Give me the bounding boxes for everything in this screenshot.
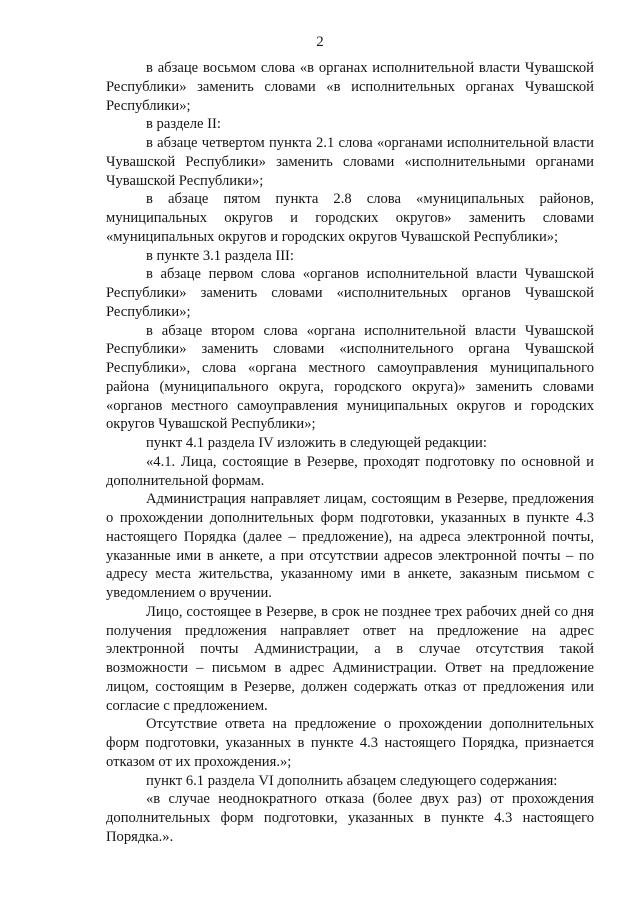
paragraph: в абзаце втором слова «органа исполнительной власти Чувашской Республики» заменить словами «исполнительного органа Чувашской Республики», слова «органа местного самоуправления муниципального района (муниципального округа, городского округа)» заменить словами «органов местного самоуправления муниципальных округов и городских округов Чувашской Республики»; xyxy=(106,322,594,433)
paragraph: в абзаце первом слова «органов исполнительной власти Чувашской Республики» заменить словами «исполнительных органов Чувашской Республики»; xyxy=(106,266,594,320)
paragraph: Администрация направляет лицам, состоящим в Резерве, предложения о прохождении дополнительных форм подготовки, указанных в пункте 4.3 настоящего Порядка (далее – предложение), на адреса электронной почты, указанные ими в анкете, а при отсутствии адресов электронной почты – по адресу места жительства, указанному ими в анкете, заказным письмом с уведомлением о вручении. xyxy=(106,491,594,601)
paragraph: пункт 4.1 раздела IV изложить в следующей редакции: xyxy=(146,435,487,451)
paragraph: в абзаце четвертом пункта 2.1 слова «органами исполнительной власти Чувашской Республики» заменить словами «исполнительными органами Чувашской Республики»; xyxy=(106,135,594,189)
document-body xyxy=(106,59,594,847)
paragraph: пункт 6.1 раздела VI дополнить абзацем следующего содержания: xyxy=(146,772,558,789)
paragraph: в абзаце пятом пункта 2.8 слова «муниципальных районов, муниципальных округов и городских округов» заменить словами «муниципальных округов и городских округов Чувашской Республики»; xyxy=(106,191,594,245)
paragraph: «4.1. Лица, состоящие в Резерве, проходят подготовку по основной и дополнительной формам. xyxy=(106,453,594,489)
paragraph: в пункте 3.1 раздела III: xyxy=(146,247,294,264)
paragraph: в абзаце восьмом слова «в органах исполнительной власти Чувашской Республики» заменить словами «в исполнительных органах Чувашской Республики»; xyxy=(106,60,594,114)
page-number: 2 xyxy=(316,34,324,50)
paragraph: «в случае неоднократного отказа (более двух раз) от прохождения дополнительных форм подготовки, указанных в пункте 4.3 настоящего Порядка.». xyxy=(106,791,594,845)
paragraph: в разделе II: xyxy=(146,116,221,133)
paragraph: Лицо, состоящее в Резерве, в срок не позднее трех рабочих дней со дня получения предложения направляет ответ на предложение на адрес электронной почты Администрации, а в случае отсутствия такой возможности – письмом в адрес Администрации. Ответ на предложение лицом, состоящим в Резерве, должен содержать отказ от предложения или согласие с предложением. xyxy=(106,603,594,714)
paragraph: Отсутствие ответа на предложение о прохождении дополнительных форм подготовки, указанных в пункте 4.3 настоящего Порядка, признается отказом от их прохождения.»; xyxy=(106,716,594,770)
